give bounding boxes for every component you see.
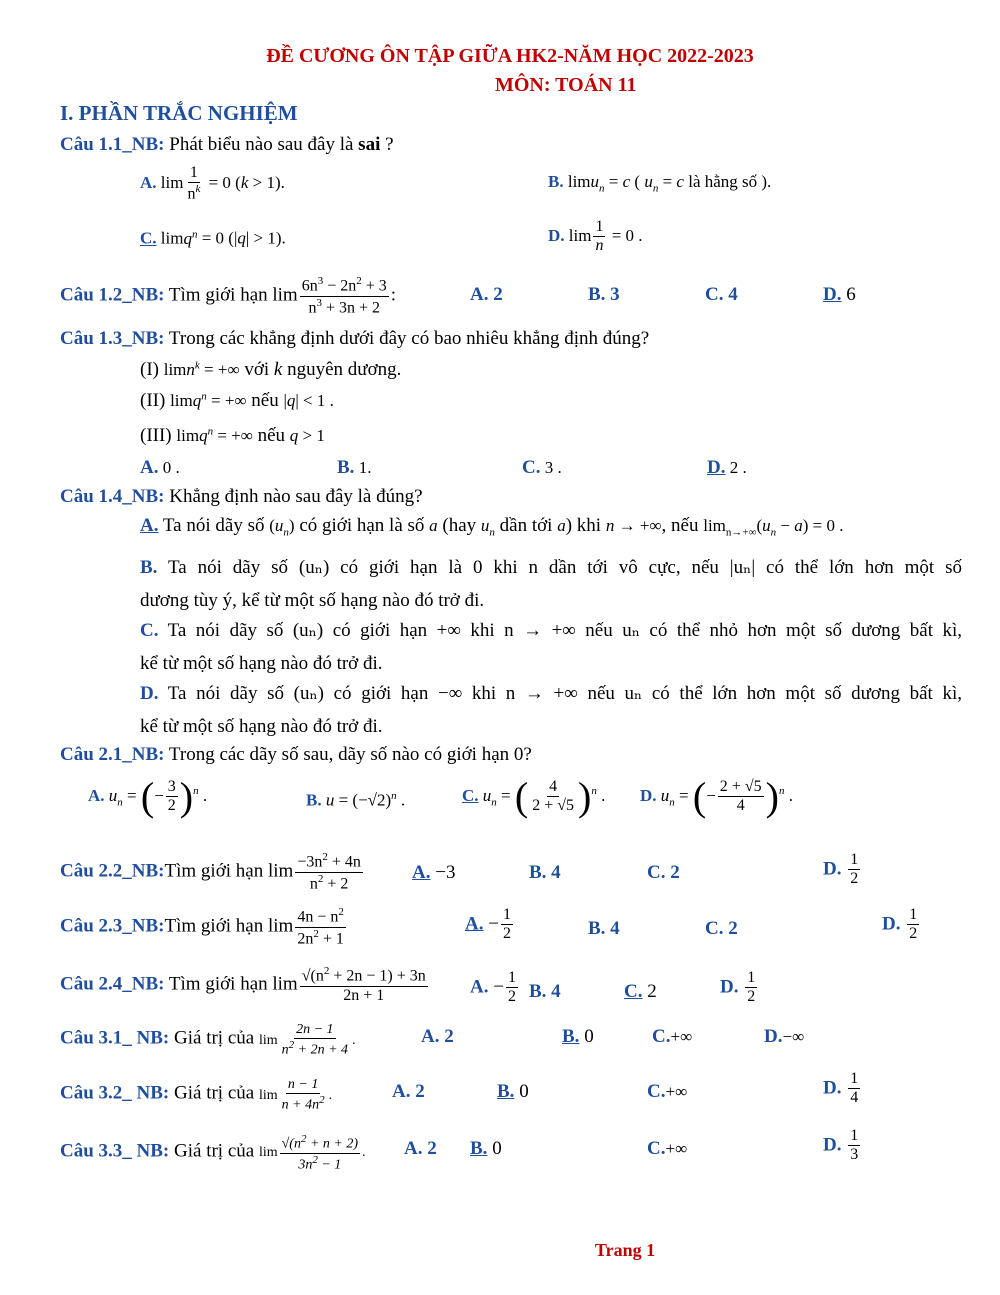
option-letter-correct: C. bbox=[624, 981, 643, 1002]
option-value: 2 bbox=[642, 981, 657, 1002]
option-value: 3 . bbox=[540, 458, 562, 477]
question-stem: Khẳng định nào sau đây là đúng? bbox=[164, 486, 423, 507]
q11-option-a: A. lim $\frac{1}{n^k}$ = 0 (k > 1). bbox=[140, 164, 285, 203]
option-letter: D. bbox=[823, 1077, 842, 1099]
option-letter-correct: B. bbox=[470, 1138, 488, 1159]
statement-number: (II) bbox=[140, 390, 171, 411]
option-letter: D. bbox=[764, 1026, 783, 1047]
question-stem: Giá trị của bbox=[169, 1027, 259, 1049]
option-value: −3 bbox=[430, 862, 456, 883]
option-text: Ta nói dãy số bbox=[158, 515, 270, 536]
option-letter: C. bbox=[140, 620, 159, 641]
q21-option-d: D. $u_n$ = (− $\frac{2 + √5}{4}$ )$^n$ . bbox=[640, 773, 793, 819]
q14-option-d bbox=[140, 682, 962, 705]
question-label: Câu 3.2_ NB: bbox=[60, 1082, 170, 1104]
option-letter: B. bbox=[140, 557, 158, 578]
question-label: Câu 1.4_NB: bbox=[60, 486, 165, 507]
option-letter: B. bbox=[337, 457, 355, 478]
option-text: C. 4 bbox=[705, 284, 738, 305]
question-2-1 bbox=[60, 744, 532, 766]
option-letter: D. bbox=[823, 858, 842, 880]
question-label: Câu 1.1_NB: bbox=[60, 134, 165, 155]
option-letter: A. bbox=[140, 172, 157, 192]
q11-option-b: B. limu$_n$ = c ( $u_n = c$ là hằng số ). bbox=[548, 172, 772, 195]
question-label: Câu 3.3_ NB: bbox=[60, 1140, 170, 1162]
question-stem: Giá trị của bbox=[169, 1140, 259, 1162]
q33-option-d: D. $\frac{1}{3}$ bbox=[823, 1127, 859, 1164]
document-subject: MÔN: TOÁN 11 bbox=[495, 74, 637, 96]
option-value: 1. bbox=[354, 458, 372, 477]
question-stem: Tìm giới hạn lim bbox=[164, 284, 298, 306]
option-text: C. 2 bbox=[647, 862, 680, 883]
statement-number: (I) bbox=[140, 359, 164, 380]
option-letter: C. bbox=[647, 1138, 666, 1159]
question-emphasis: sai bbox=[358, 134, 381, 155]
question-label: Câu 2.2_NB: bbox=[60, 860, 165, 882]
q12-option-a bbox=[470, 284, 503, 306]
option-value: 6 bbox=[841, 284, 856, 305]
option-value: +∞ bbox=[670, 1027, 693, 1046]
q32-option-c bbox=[647, 1081, 687, 1103]
question-3-1: Câu 3.1_ NB: Giá trị của lim $\frac{2n - 1}{n^2 + 2n + 4}$ . bbox=[60, 1022, 356, 1058]
q22-option-b bbox=[529, 862, 561, 884]
q32-option-d: D. $\frac{1}{4}$ bbox=[823, 1070, 859, 1107]
question-stem: Phát biểu nào sau đây là bbox=[164, 134, 359, 155]
question-2-2: Câu 2.2_NB:Tìm giới hạn lim $\frac{-3n^2 + 4n}{n^2 + 2}$ bbox=[60, 851, 361, 893]
option-letter-correct: D. bbox=[823, 284, 842, 305]
option-text: Ta nói dãy số (uₙ) có giới hạn là 0 khi n dần tới vô cực, nếu |uₙ| có thể lớn hơn một số bbox=[157, 557, 962, 578]
q23-option-b bbox=[588, 918, 620, 940]
statement-text: nếu bbox=[246, 390, 284, 411]
option-text: B. 4 bbox=[529, 862, 561, 883]
option-letter-correct: A. bbox=[412, 862, 431, 883]
q14-option-a: A. Ta nói dãy số $(u_n)$ có giới hạn là số a (hay $u_n$ dần tới a) khi n → +∞, nếu $\lim_{n\to+\infty}(u_n - a) = 0$ . bbox=[140, 515, 844, 539]
q32-option-a bbox=[392, 1081, 425, 1103]
statement-text: nguyên dương. bbox=[282, 359, 402, 380]
q24-option-a: A. − $\frac{1}{2}$ bbox=[470, 969, 516, 1006]
page-number: Trang 1 bbox=[594, 1240, 656, 1260]
option-text: có giới hạn là số bbox=[294, 515, 430, 536]
question-stem: Tìm giới hạn lim bbox=[164, 860, 294, 882]
option-letter: C. bbox=[647, 1081, 666, 1102]
option-letter: A. bbox=[88, 785, 105, 805]
option-value: +∞ bbox=[665, 1139, 688, 1158]
q11-option-d: D. lim $\frac{1}{n}$ = 0 . bbox=[548, 218, 643, 255]
option-text: A. 2 bbox=[392, 1081, 425, 1102]
question-stem: Tìm giới hạn lim bbox=[164, 973, 298, 995]
q12-option-b bbox=[588, 284, 620, 306]
question-1-3 bbox=[60, 328, 649, 350]
option-letter-correct: C. bbox=[140, 228, 157, 248]
q24-option-b bbox=[529, 981, 561, 1003]
q13-statement-2: (II) limq$^n$ = +∞ nếu |q| < 1 . bbox=[140, 390, 334, 411]
question-1-2: Câu 1.2_NB: Tìm giới hạn lim $\frac{6n^3 - 2n^2 + 3}{n^3 + 3n + 2}$ : bbox=[60, 275, 397, 317]
q31-option-a bbox=[421, 1026, 454, 1048]
q12-option-c bbox=[705, 284, 738, 306]
option-text: , nếu bbox=[661, 515, 704, 536]
option-letter: B. bbox=[306, 790, 322, 810]
q33-option-b bbox=[470, 1138, 502, 1160]
question-2-4: Câu 2.4_NB: Tìm giới hạn lim $\frac{√(n^2 + 2n - 1) + 3n}{2n + 1}$ bbox=[60, 965, 426, 1004]
option-text: Ta nói dãy số (uₙ) có giới hạn +∞ khi n → +∞ nếu uₙ có thể nhỏ hơn một số dương bất kì, bbox=[158, 620, 962, 641]
q13-option-c bbox=[522, 457, 562, 479]
q13-statement-3: (III) limq$^n$ = +∞ nếu q > 1 bbox=[140, 425, 325, 446]
question-label: Câu 2.4_NB: bbox=[60, 973, 165, 995]
section-heading: I. PHẦN TRẮC NGHIỆM bbox=[60, 101, 298, 125]
option-text: dần tới bbox=[494, 515, 558, 536]
q31-option-b bbox=[562, 1026, 594, 1048]
option-letter: D. bbox=[548, 225, 565, 245]
q23-option-d: D. $\frac{1}{2}$ bbox=[882, 906, 918, 943]
question-1-4 bbox=[60, 486, 423, 508]
q24-option-c bbox=[624, 981, 657, 1003]
q12-option-d bbox=[823, 284, 856, 306]
option-letter: D. bbox=[640, 785, 657, 805]
question-stem: Trong các khẳng định dưới đây có bao nhiêu khẳng định đúng? bbox=[164, 328, 650, 349]
option-letter: C. bbox=[522, 457, 541, 478]
option-text: B. 4 bbox=[529, 981, 561, 1002]
option-text: A. 2 bbox=[421, 1026, 454, 1047]
q13-option-d bbox=[707, 457, 747, 479]
question-label: Câu 2.3_NB: bbox=[60, 915, 165, 937]
q23-option-c bbox=[705, 918, 738, 940]
question-stem: Trong các dãy số sau, dãy số nào có giới hạn 0? bbox=[164, 744, 532, 765]
q13-option-b bbox=[337, 457, 371, 479]
option-letter-correct: C. bbox=[462, 785, 479, 805]
q33-option-c bbox=[647, 1138, 687, 1160]
q22-option-a bbox=[412, 862, 455, 884]
q13-statement-1: (I) limn$^k$ = +∞ với k nguyên dương. bbox=[140, 359, 402, 380]
q21-option-b: B. $u = (-√2)^n$ . bbox=[306, 790, 406, 810]
question-stem: Tìm giới hạn lim bbox=[164, 915, 294, 937]
option-text: Ta nói dãy số (uₙ) có giới hạn −∞ khi n → +∞ nếu uₙ có thể lớn hơn một số dương bất kì, bbox=[158, 683, 962, 704]
option-letter-correct: B. bbox=[497, 1081, 515, 1102]
option-value: 0 bbox=[487, 1138, 502, 1159]
q31-option-d bbox=[764, 1026, 804, 1048]
q14-option-c bbox=[140, 619, 962, 642]
q14-option-b-continued: dương tùy ý, kể từ một số hạng nào đó trở đi. bbox=[140, 590, 485, 611]
option-value: 0 . bbox=[158, 458, 180, 477]
q22-option-d: D. $\frac{1}{2}$ bbox=[823, 851, 859, 888]
q14-option-b bbox=[140, 556, 962, 579]
option-value: 0 bbox=[579, 1026, 594, 1047]
option-letter-correct: A. bbox=[465, 913, 484, 935]
option-text: A. 2 bbox=[404, 1138, 437, 1159]
q14-option-d-continued: kể từ một số hạng nào đó trở đi. bbox=[140, 716, 383, 737]
option-value: 2 . bbox=[725, 458, 747, 477]
option-text: A. 2 bbox=[470, 284, 503, 305]
q24-option-d: D. $\frac{1}{2}$ bbox=[720, 969, 756, 1006]
option-letter-correct: A. bbox=[140, 515, 159, 536]
option-letter-correct: D. bbox=[707, 457, 726, 478]
option-value: 0 bbox=[514, 1081, 529, 1102]
question-label: Câu 2.1_NB: bbox=[60, 744, 165, 765]
q11-option-c: C. limq$^n$ = 0 (|q| > 1). bbox=[140, 228, 286, 248]
option-letter: C. bbox=[652, 1026, 671, 1047]
question-3-2: Câu 3.2_ NB: Giá trị của lim $\frac{n - 1}{n + 4n^2}$ . bbox=[60, 1077, 333, 1113]
q23-option-a: A. − $\frac{1}{2}$ bbox=[465, 906, 511, 943]
question-2-3: Câu 2.3_NB:Tìm giới hạn lim $\frac{4n - n^2}{2n^2 + 1}$ bbox=[60, 906, 344, 948]
option-text: ) khi bbox=[565, 515, 606, 536]
statement-number: (III) bbox=[140, 425, 177, 446]
option-letter: A. bbox=[470, 976, 489, 998]
option-letter: D. bbox=[882, 913, 901, 935]
question-label: Câu 1.2_NB: bbox=[60, 284, 165, 306]
option-text: (hay bbox=[437, 515, 481, 536]
question-label: Câu 3.1_ NB: bbox=[60, 1027, 170, 1049]
document-title: ĐỀ CƯƠNG ÔN TẬP GIỮA HK2-NĂM HỌC 2022-2023 bbox=[266, 45, 754, 67]
question-label: Câu 1.3_NB: bbox=[60, 328, 165, 349]
option-text: C. 2 bbox=[705, 918, 738, 939]
q14-option-c-continued: kể từ một số hạng nào đó trở đi. bbox=[140, 653, 383, 674]
option-text: B. 3 bbox=[588, 284, 620, 305]
q31-option-c bbox=[652, 1026, 692, 1048]
q13-option-a bbox=[140, 457, 180, 479]
option-letter: B. bbox=[548, 172, 564, 191]
q21-option-c: C. $u_n$ = ( $\frac{4}{2 + √5}$ )$^n$ . bbox=[462, 773, 606, 819]
option-value: −∞ bbox=[782, 1027, 805, 1046]
option-letter: D. bbox=[720, 976, 739, 998]
option-letter: D. bbox=[823, 1134, 842, 1156]
option-text: là hằng số ). bbox=[683, 172, 772, 191]
question-tail: ? bbox=[380, 134, 394, 155]
statement-text: nếu bbox=[252, 425, 290, 446]
q22-option-c bbox=[647, 862, 680, 884]
q33-option-a bbox=[404, 1138, 437, 1160]
q21-option-a: A. $u_n$ = (− $\frac{3}{2}$ )$^n$ . bbox=[88, 773, 208, 819]
option-letter-correct: B. bbox=[562, 1026, 580, 1047]
option-letter: A. bbox=[140, 457, 159, 478]
q32-option-b bbox=[497, 1081, 529, 1103]
question-3-3: Câu 3.3_ NB: Giá trị của lim $\frac{√(n^2 + n + 2)}{3n^2 - 1}$ . bbox=[60, 1133, 366, 1173]
question-1-1 bbox=[60, 134, 394, 156]
question-stem: Giá trị của bbox=[169, 1082, 259, 1104]
option-text: B. 4 bbox=[588, 918, 620, 939]
option-value: +∞ bbox=[665, 1082, 688, 1101]
option-letter: D. bbox=[140, 683, 159, 704]
